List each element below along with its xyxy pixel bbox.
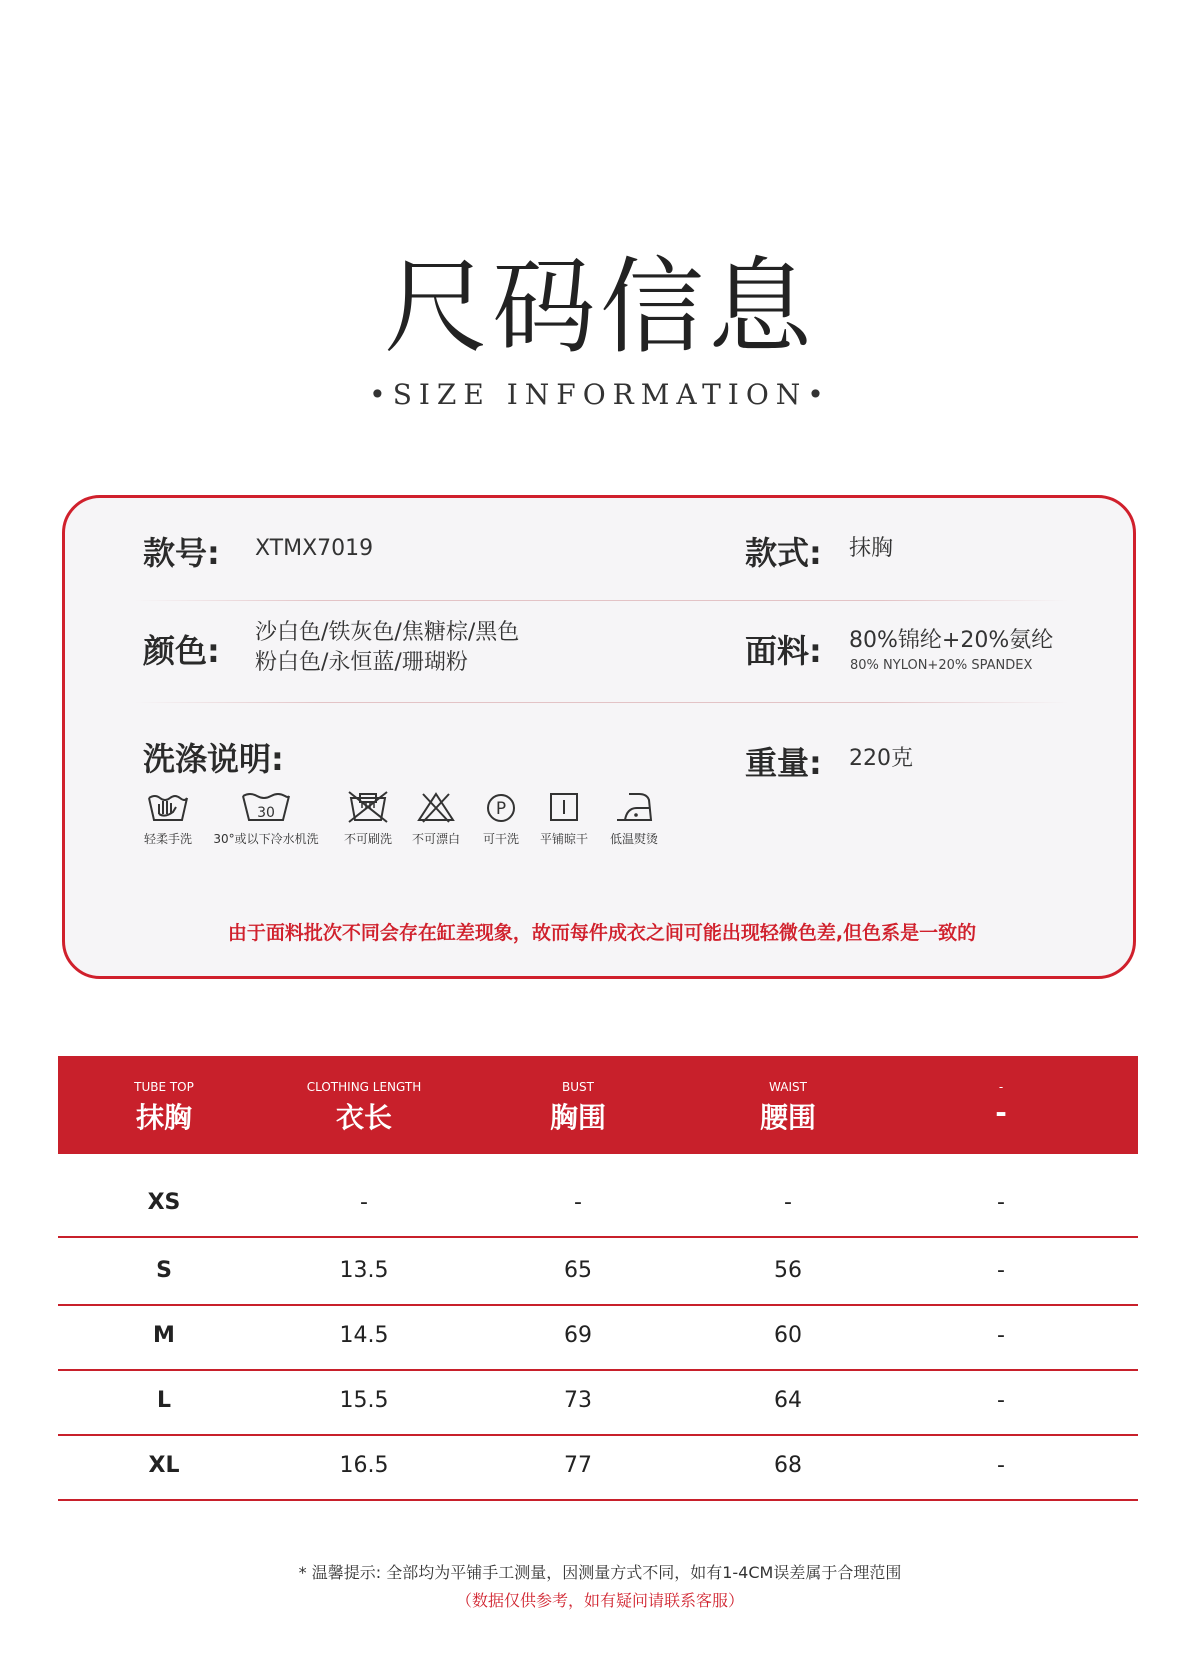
cell-waist: 56 [774,1258,802,1283]
cell-length: 14.5 [339,1323,389,1348]
wash-item-low-iron [579,788,689,847]
table-row [58,1368,1138,1436]
low-iron-icon [611,788,657,826]
color-line-1: 沙白色/铁灰色/焦糖棕/黑色 [255,620,520,645]
cell-length: 15.5 [339,1388,389,1413]
header-zh: 胸围 [549,1101,606,1134]
cell-blank: - [997,1388,1005,1413]
cell-bust: 77 [564,1453,592,1478]
header-bust [478,1056,678,1136]
cell-blank: - [997,1453,1005,1478]
cell-length: - [360,1190,368,1215]
page-subtitle: •SIZE INFORMATION• [369,378,831,411]
cell-blank: - [997,1190,1005,1215]
divider [135,702,1069,703]
size-table-header [58,1056,1138,1154]
cell-blank: - [997,1323,1005,1348]
divider [135,600,1069,601]
header-en: CLOTHING LENGTH [306,1080,422,1094]
cell-waist: 64 [774,1388,802,1413]
measurement-tip: * 温馨提示: 全部均为平铺手工测量，因测量方式不同，如有1-4CM误差属于合理范围 [298,1563,902,1582]
style-no-value: XTMX7019 [255,536,374,561]
style-type-value: 抹胸 [849,536,894,561]
cell-size: L [156,1388,172,1413]
cell-size: XS [147,1190,181,1215]
table-row [58,1303,1138,1371]
table-row [58,1433,1138,1501]
wash-item-30 [211,788,321,847]
cell-bust: 69 [564,1323,592,1348]
header-en: WAIST [769,1080,807,1094]
cell-waist: - [784,1190,792,1215]
product-info-card [62,495,1136,979]
wash-label-30: 30°或以下冷水机洗 [213,832,319,846]
style-type-label: 款式: [745,534,822,572]
table-row [58,1238,1138,1306]
cell-size: S [156,1258,172,1283]
wash-label-flat-dry: 平铺晾干 [539,832,588,846]
fabric-value: 80%锦纶+20%氨纶 [849,628,1054,653]
color-label: 颜色: [143,632,220,670]
header-waist [688,1056,888,1136]
cell-blank: - [997,1258,1005,1283]
fabric-value-en: 80% NYLON+20% SPANDEX [850,658,1033,673]
cell-waist: 60 [774,1323,802,1348]
header-zh: 腰围 [759,1101,816,1134]
color-difference-notice: 由于面料批次不同会存在缸差现象，故而每件成衣之间可能出现轻微色差,但色系是一致的 [227,922,977,944]
header-en: TUBE TOP [134,1080,194,1094]
weight-label: 重量: [745,744,822,782]
wash-label-no-brush: 不可刷洗 [343,832,392,846]
header-blank [901,1056,1101,1129]
wash-label-dry-clean: 可干洗 [482,832,519,846]
cell-size: XL [148,1453,180,1478]
dry-clean-letter: P [495,799,507,819]
reference-note: （数据仅供参考，如有疑问请联系客服） [455,1591,744,1610]
fabric-label: 面料: [745,632,822,670]
cell-bust: 65 [564,1258,592,1283]
cell-bust: - [574,1190,582,1215]
page-title: 尺码信息 [383,246,816,368]
wash-item-hand-wash [113,788,223,847]
wash-label-no-bleach: 不可漂白 [411,832,460,846]
cell-bust: 73 [564,1388,592,1413]
style-no-label: 款号: [143,534,220,572]
cell-length: 16.5 [339,1453,389,1478]
header-en: - [998,1080,1004,1094]
header-clothing-length [264,1056,464,1136]
wash-30-number: 30 [257,805,275,821]
cell-length: 13.5 [339,1258,389,1283]
wash-label-low-iron: 低温熨烫 [609,832,658,846]
wash-30-icon [239,788,293,826]
cell-size: M [153,1323,175,1348]
hand-wash-icon [145,788,191,826]
color-line-2: 粉白色/永恒蓝/珊瑚粉 [255,650,468,675]
wash-label-hand-wash: 轻柔手洗 [143,832,192,846]
cell-waist: 68 [774,1453,802,1478]
header-en: BUST [562,1080,594,1094]
wash-label: 洗涤说明: [143,740,284,778]
header-zh: - [995,1096,1007,1129]
weight-value: 220克 [849,746,913,771]
header-tube-top [64,1056,264,1136]
table-row [58,1170,1138,1238]
header-zh: 衣长 [335,1101,392,1134]
header-zh: 抹胸 [135,1101,192,1134]
